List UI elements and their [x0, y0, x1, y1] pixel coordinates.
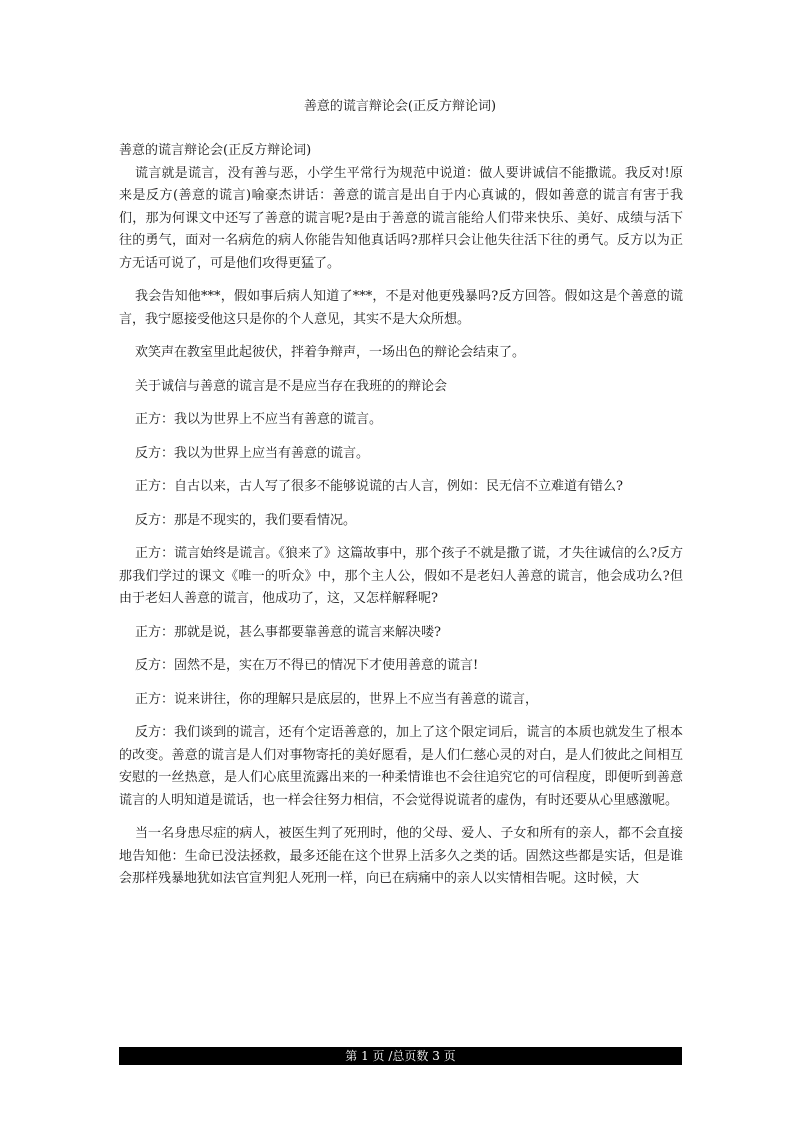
paragraph: 反方：我以为世界上应当有善意的谎言。 — [135, 445, 370, 461]
paragraph: 关于诚信与善意的谎言是不是应当存在我班的的辩论会 — [135, 378, 448, 394]
paragraph: 正方：自古以来，古人写了很多不能够说谎的古人言，例如：民无信不立难道有错么? — [135, 479, 623, 494]
paragraph: 反方：我们谈到的谎言，还有个定语善意的，加上了这个限定词后，谎言的本质也就发生了根本的改变。善意的谎言是人们对事物寄托的美好愿看，是人们仁慈心灵的对白，是人们彼此之间相互安慰的一丝热意，是人们心底里流露出来的一种柔情谁也不会往追究它的可信程度，即便听到善意谎言的人明知道是谎话，也一样会往努力相信，不会觉得说谎者的虚伪，有时还要从心里感激呢。 — [119, 725, 683, 808]
paragraph: 我会告知他***，假如事后病人知道了***，不是对他更残暴吗?反方回答。假如这是个善意的谎言，我宁愿接受他这只是你的个人意见，其实不是大众所想。 — [119, 289, 683, 327]
paragraph: 正方：谎言始终是谎言。《狼来了》这篇故事中，那个孩子不就是撒了谎，才失往诚信的么?反方那我们学过的课文《唯一的听众》中，那个主人公，假如不是老妇人善意的谎言，他会成功么?但由于老妇人善意的谎言，他成功了，这，又怎样解释呢? — [119, 546, 683, 606]
paragraph: 正方：说来讲往，你的理解只是底层的，世界上不应当有善意的谎言， — [135, 691, 539, 707]
paragraph: 反方：那是不现实的，我们要看情况。 — [135, 512, 357, 528]
document-subtitle: 善意的谎言辩论会(正反方辩论词) — [119, 143, 312, 158]
paragraph: 反方：固然不是，实在万不得已的情况下才使用善意的谎言! — [135, 658, 479, 673]
paragraph: 正方：那就是说，甚么事都要靠善意的谎言来解决喽? — [135, 624, 441, 640]
paragraph: 谎言就是谎言，没有善与恶，小学生平常行为规范中说道：做人要讲诚信不能撒谎。我反对!原来是反方(善意的谎言)喻豪杰讲话：善意的谎言是出自于内心真诚的，假如善意的谎言有害于我们，那为何课文中还写了善意的谎言呢?是由于善意的谎言能给人们带来快乐、美好、成绩与活下往的勇气，面对一名病危的病人你能告知他真话吗?那样只会让他失往活下往的勇气。反方以为正方无话可说了，可是他们攻得更猛了。 — [119, 165, 683, 271]
paragraph: 正方：我以为世界上不应当有善意的谎言。 — [135, 412, 383, 427]
paragraph: 当一名身患尽症的病人，被医生判了死刑时，他的父母、爱人、子女和所有的亲人，都不会直接地告知他：生命已没法拯救，最多还能在这个世界上活多久之类的话。固然这些都是实话，但是谁会那样残暴地犹如法官宣判犯人死刑一样，向已在病痛中的亲人以实情相告呢。这时候，大 — [119, 826, 683, 886]
paragraph: 欢笑声在教室里此起彼伏，拌着争辩声，一场出色的辩论会结束了。 — [135, 345, 526, 360]
document-title: 善意的谎言辩论会(正反方辩论词) — [303, 99, 497, 114]
page-footer: 第 1 页 /总页数 3 页 — [119, 1047, 682, 1065]
document-body — [119, 140, 683, 891]
